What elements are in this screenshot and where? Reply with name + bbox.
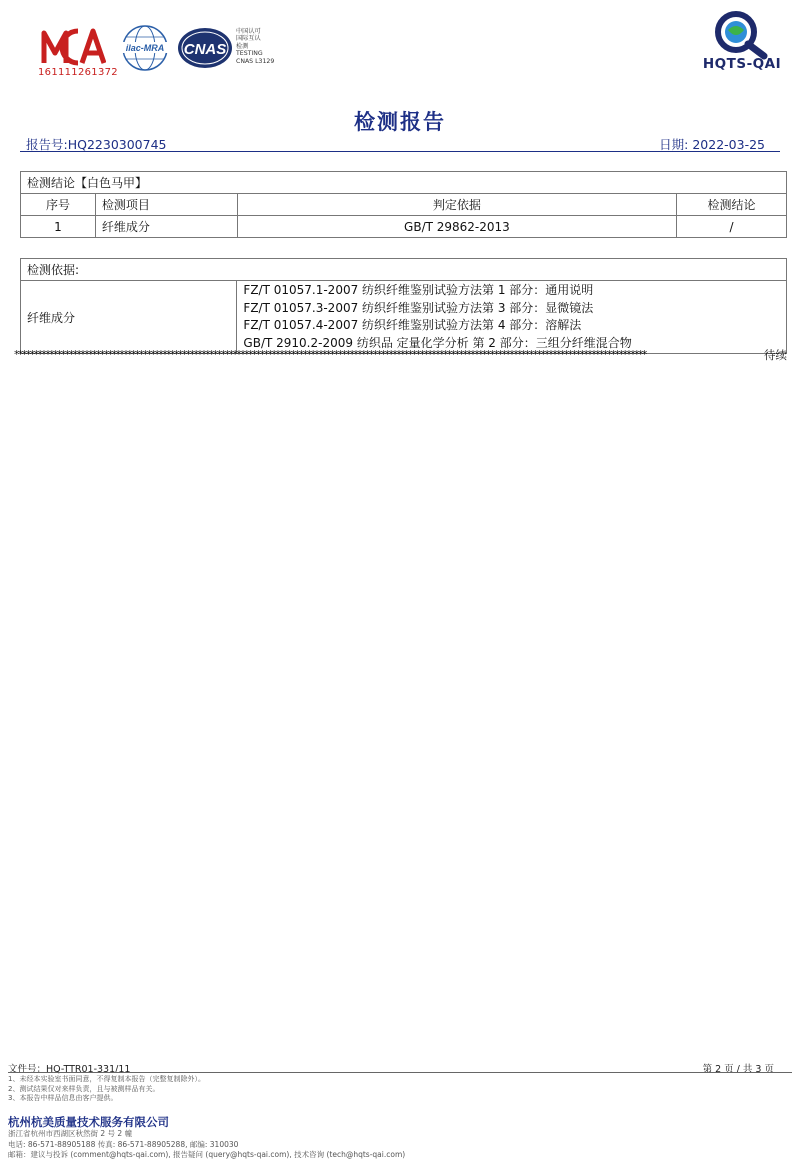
cnas-logo [176, 26, 234, 70]
footer-notes [8, 1075, 205, 1104]
ilac-mra-logo [120, 24, 170, 72]
conclusion-table [20, 171, 787, 238]
conclusion-table-title: 检测结论【白色马甲】 [21, 172, 787, 194]
table-cell: / [677, 216, 787, 238]
company-contact [8, 1129, 405, 1161]
brand-name: HQTS-QAI [702, 56, 782, 72]
header-divider [20, 151, 780, 152]
table-cell: 纤维成分 [95, 216, 237, 238]
company-email: 邮箱：建议与投诉 (comment@hqts-qai.com), 报告疑问 (query@hqts-qai.com), 技术咨询 (tech@hqts-qai.com) [8, 1150, 406, 1159]
column-header: 检测项目 [95, 194, 237, 216]
page-number: 第 2 页 / 共 3 页 [702, 1064, 774, 1075]
table-title-row [21, 259, 787, 281]
report-number-value: HQ2230300745 [67, 137, 167, 152]
cnas-line: 中国认可 [236, 28, 261, 35]
continuation-line [14, 349, 788, 363]
table-row [21, 281, 787, 354]
table-row [21, 216, 787, 238]
continued-label: 待续 [764, 349, 787, 362]
asterisk-separator: ****************************************************************************************************************************************************************** [14, 349, 646, 361]
cma-number: 161111261372 [38, 67, 118, 78]
table-title-row [21, 172, 787, 194]
basis-standards [237, 281, 787, 354]
cnas-accreditation-text [236, 28, 296, 65]
company-name: 杭州杭美质量技术服务有限公司 [8, 1115, 169, 1129]
table-header-row [21, 194, 787, 216]
cnas-line: 检测 [236, 42, 249, 50]
basis-item: 纤维成分 [21, 281, 237, 354]
standard-line: FZ/T 01057.4-2007 纺织纤维鉴别试验方法第 4 部分：溶解法 [243, 318, 582, 332]
report-date-label: 日期: [659, 137, 689, 152]
footer-divider [8, 1072, 792, 1073]
cnas-line: CNAS L3129 [236, 57, 275, 65]
standard-line: FZ/T 01057.1-2007 纺织纤维鉴别试验方法第 1 部分：通用说明 [243, 283, 594, 297]
table-cell: GB/T 29862-2013 [237, 216, 676, 238]
document-number: 文件号：HQ-TTR01-331/11 [8, 1064, 131, 1075]
column-header: 检测结论 [677, 194, 787, 216]
table-cell: 1 [21, 216, 96, 238]
report-number-label: 报告号: [26, 137, 68, 152]
company-address: 浙江省杭州市西湖区秋然街 2 号 2 幢 [8, 1129, 133, 1138]
standard-line: FZ/T 01057.3-2007 纺织纤维鉴别试验方法第 3 部分：显微镜法 [243, 300, 594, 315]
column-header: 判定依据 [237, 194, 676, 216]
report-date-value: 2022-03-25 [692, 137, 765, 152]
basis-table-title: 检测依据: [21, 259, 787, 281]
basis-table [20, 258, 787, 354]
standard-line: GB/T 2910.2-2009 纺织品 定量化学分析 第 2 部分：三组分纤维混合物 [243, 335, 632, 350]
company-phone: 电话: 86-571-88905188 传真: 86-571-88905288, 邮编: 310030 [8, 1139, 239, 1149]
footer-note: 1、未经本实验室书面同意，不得复制本报告（完整复制除外）。 [8, 1075, 205, 1083]
ilac-logo-text: ilac-MRA [125, 43, 165, 53]
footer-note: 2、测试结果仅对来样负责，且与被测样品有关。 [8, 1084, 160, 1093]
cnas-line: TESTING [236, 50, 263, 58]
cnas-line: 国际互认 [236, 35, 261, 43]
column-header: 序号 [21, 194, 96, 216]
footer-note: 3、本报告中样品信息由客户提供。 [8, 1094, 118, 1102]
cnas-logo-text: CNAS [183, 41, 227, 58]
report-title: 检测报告 [354, 110, 446, 134]
